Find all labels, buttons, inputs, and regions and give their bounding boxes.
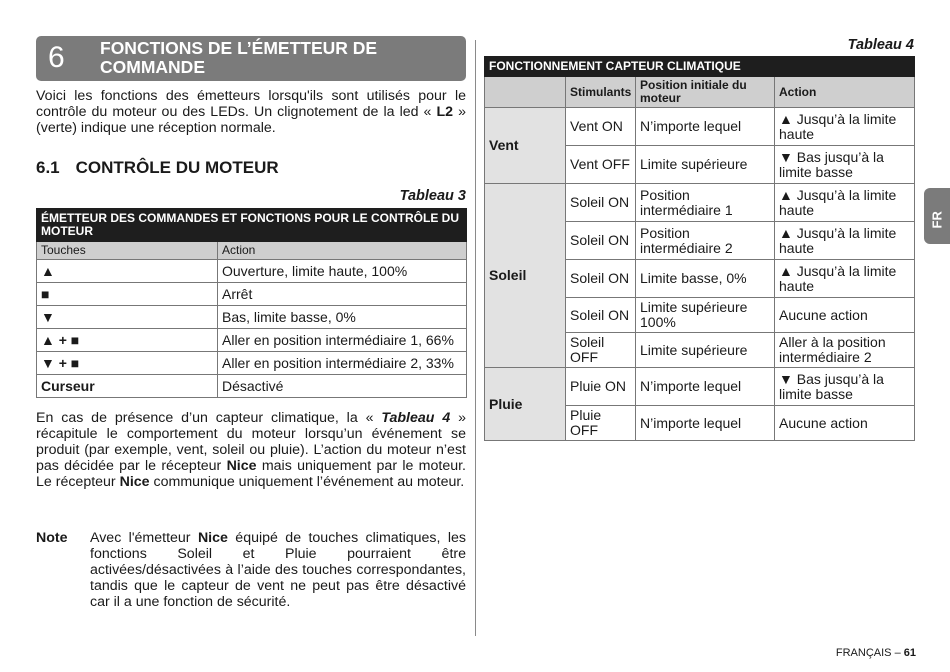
- position-cell: Limite supérieure 100%: [636, 298, 775, 333]
- stop-square-icon: ■: [37, 283, 218, 306]
- table3: [36, 208, 467, 398]
- table4-header-position: Position initiale du moteur: [636, 77, 775, 108]
- position-cell: N’importe lequel: [636, 406, 775, 441]
- table3-action: Aller en position intermédiaire 2, 33%: [218, 352, 467, 375]
- section-title: FONCTIONS DE L’ÉMETTEUR DE COMMANDE: [100, 38, 378, 77]
- stimulus-cell: Soleil ON: [566, 260, 636, 298]
- table-row: [485, 184, 915, 222]
- table3-action: Désactivé: [218, 375, 467, 398]
- table3-header-keys: Touches: [37, 242, 218, 260]
- table4-header-empty: [485, 77, 566, 108]
- table4-header-stimulus: Stimulants: [566, 77, 636, 108]
- down-arrow-icon: ▼: [37, 306, 218, 329]
- action-cell: ▲ Jusqu’à la limite haute: [775, 108, 915, 146]
- note-text-part: Avec l'émetteur: [90, 530, 198, 546]
- down-plus-stop-icon: ▼ + ■: [37, 352, 218, 375]
- stimulus-cell: Soleil ON: [566, 184, 636, 222]
- action-cell: Aller à la position intermédiaire 2: [775, 333, 915, 368]
- action-cell: Aucune action: [775, 298, 915, 333]
- table3-action: Arrêt: [218, 283, 467, 306]
- table-row: [37, 260, 467, 283]
- table-row: [485, 368, 915, 406]
- para2-text: En cas de présence d’un capteur climatique, la «: [36, 410, 382, 426]
- stimulus-cell: Pluie ON: [566, 368, 636, 406]
- note-label: Note: [36, 530, 68, 546]
- brand-name: Nice: [119, 474, 150, 490]
- stimulus-cell: Pluie OFF: [566, 406, 636, 441]
- table3-action: Bas, limite basse, 0%: [218, 306, 467, 329]
- position-cell: Limite basse, 0%: [636, 260, 775, 298]
- table4-reference: Tableau 4: [381, 410, 451, 426]
- group-label-soleil: Soleil: [485, 184, 566, 368]
- subsection-heading: [36, 158, 279, 178]
- section-header: [36, 36, 466, 81]
- intro-text: Voici les fonctions des émetteurs lorsqu'ils sont utilisés pour le contrôle du moteur ou des LEDs. Un clignotement de la led «: [36, 88, 466, 120]
- table3-header-action: Action: [218, 242, 467, 260]
- stimulus-cell: Vent ON: [566, 108, 636, 146]
- para2-text: » récapitule le comportement du moteur lorsqu’un événement se produit (par exemple, vent, soleil ou pluie). L’action du moteur n’est pas décidée par le récepteur: [36, 410, 466, 474]
- table3-action: Aller en position intermédiaire 1, 66%: [218, 329, 467, 352]
- action-cell: ▼ Bas jusqu’à la limite basse: [775, 146, 915, 184]
- intro-paragraph: [36, 88, 466, 136]
- para2-text: communique uniquement l’événement au moteur.: [149, 474, 465, 490]
- note-text-part: équipé de touches climatiques, les fonctions Soleil et Pluie pourraient être activées/désactivées à l’aide des touches correspondantes, tandis que le capteur de vent ne peut pas être désactivé car il a une fonction de sécurité.: [90, 530, 466, 610]
- action-cell: ▲ Jusqu’à la limite haute: [775, 222, 915, 260]
- table-row: [485, 108, 915, 146]
- action-cell: ▲ Jusqu’à la limite haute: [775, 184, 915, 222]
- up-arrow-icon: ▲: [37, 260, 218, 283]
- column-divider: [475, 40, 476, 636]
- para2-text: mais uniquement par le moteur. Le récepteur: [36, 458, 466, 490]
- action-cell: ▼ Bas jusqu’à la limite basse: [775, 368, 915, 406]
- subsection-number: 6.1: [36, 158, 60, 177]
- position-cell: N’importe lequel: [636, 368, 775, 406]
- action-cell: Aucune action: [775, 406, 915, 441]
- table-row: [37, 352, 467, 375]
- subsection-title: CONTRÔLE DU MOTEUR: [75, 158, 279, 177]
- table3-title: ÉMETTEUR DES COMMANDES ET FONCTIONS POUR LE CONTRÔLE DU MOTEUR: [37, 209, 467, 242]
- table4: [484, 56, 915, 441]
- stimulus-cell: Soleil ON: [566, 222, 636, 260]
- intro-text-end: » (verte) indique une réception normale.: [36, 104, 466, 136]
- position-cell: Limite supérieure: [636, 333, 775, 368]
- position-cell: Position intermédiaire 2: [636, 222, 775, 260]
- language-tab: [924, 188, 950, 244]
- stimulus-cell: Soleil ON: [566, 298, 636, 333]
- group-label-vent: Vent: [485, 108, 566, 184]
- group-label-pluie: Pluie: [485, 368, 566, 441]
- page-number: 61: [903, 647, 916, 659]
- table-row: [37, 375, 467, 398]
- page-footer: [836, 647, 916, 659]
- brand-name: Nice: [226, 458, 257, 474]
- table3-action: Ouverture, limite haute, 100%: [218, 260, 467, 283]
- position-cell: Limite supérieure: [636, 146, 775, 184]
- action-cell: ▲ Jusqu’à la limite haute: [775, 260, 915, 298]
- section-number: 6: [48, 41, 65, 74]
- footer-language: FRANÇAIS –: [835, 647, 904, 659]
- position-cell: N’importe lequel: [636, 108, 775, 146]
- table3-key-cursor: Curseur: [37, 375, 218, 398]
- position-cell: Position intermédiaire 1: [636, 184, 775, 222]
- table4-header-action: Action: [775, 77, 915, 108]
- table4-caption: Tableau 4: [847, 37, 914, 53]
- table4-title: FONCTIONNEMENT CAPTEUR CLIMATIQUE: [485, 57, 915, 77]
- stimulus-cell: Soleil OFF: [566, 333, 636, 368]
- table-row: [37, 306, 467, 329]
- intro-led-label: L2: [436, 104, 454, 120]
- language-tab-label: FR: [929, 211, 945, 229]
- table-row: [37, 283, 467, 306]
- note-text: [90, 530, 466, 610]
- sensor-paragraph: [36, 410, 466, 490]
- table3-caption: Tableau 3: [399, 188, 466, 204]
- table-row: [37, 329, 467, 352]
- up-plus-stop-icon: ▲ + ■: [37, 329, 218, 352]
- stimulus-cell: Vent OFF: [566, 146, 636, 184]
- brand-name: Nice: [197, 530, 228, 546]
